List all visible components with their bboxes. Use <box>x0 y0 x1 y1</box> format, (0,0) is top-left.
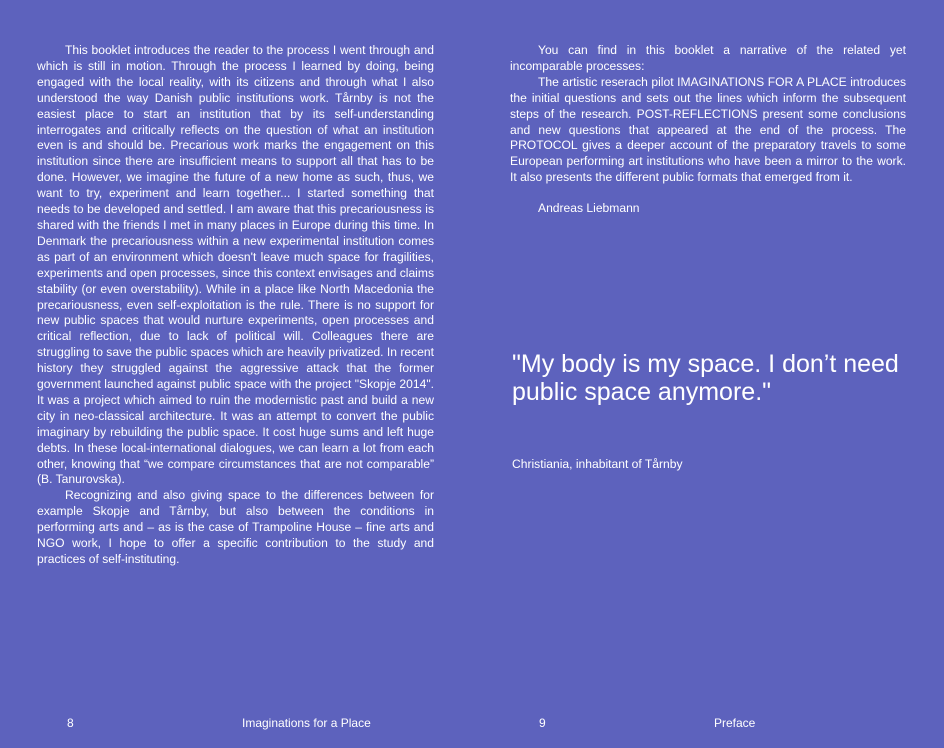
author-signature: Andreas Liebmann <box>538 201 640 216</box>
quote-attribution: Christiania, inhabitant of Tårnby <box>512 457 683 471</box>
left-running-title: Imaginations for a Place <box>242 716 371 730</box>
left-paragraph-2: Recognizing and also giving space to the differences between for example Skopje and Tårnby, but also between the conditions in performing arts and – as is the case of Trampoline House – fine arts and NGO work, I hope to offer a specific contribution to the study and practices of self-instituting. <box>37 488 434 566</box>
pull-quote: "My body is my space. I don’t need public space anymore." <box>512 350 899 406</box>
right-page-body <box>510 43 906 217</box>
right-paragraph-2: The artistic reserach pilot IMAGINATIONS FOR A PLACE introduces the initial questions and sets out the lines which inform the subsequent steps of the research. POST-REFLECTIONS present some conclusions and new questions that appeared at the end of the process. The PROTOCOL gives a deeper account of the preparatory travels to some European performing art institutions who have been a mirror to the work. It also presents the different public formats that emerged from it. <box>510 74 906 185</box>
left-page-body <box>37 43 434 568</box>
left-paragraph-1: This booklet introduces the reader to the process I went through and which is still in motion. Through the process I learned by doing, being engaged with the local reality, with its citizens and through what I also understood the way Danish public institutions work. Tårnby is not the easiest place to start an institution that by its self-understanding interrogates and critically reflects on the question of what an institution even is and should be. Precarious work marks the engagement on this institution since there are insufficient means to support all that has to be done. However, we imagine the future of a new home as such, thus, we want to try, experiment and learn together... I started something that needs to be developed and settled. I am aware that this precariousness is shared with the friends I met in many places in Europe during this time. In Denmark the precariousness within a new experimental institution comes as part of an environment which doesn't leave much space for fragilities, experiments and open processes, since this context envisages and claims stability (or even overstability). While in a place like North Macedonia the precariousness, even self-exploitation is the rule. There is no support for new public spaces that would nurture experiments, open processes and critical reflection, due to lack of political will. Colleagues there are struggling to save the public spaces which are heavily privatized. In recent history they struggled against the aggressive attack that the former government launched against public space with the project "Skopje 2014". It was a project which aimed to ruin the modernistic past and build a new city in neo-classical architecture. It was an attempt to convert the public imaginary by rebuilding the public space. It cost huge sums and left huge debts. In these local-international dialogues, we can learn a lot from each other, knowing that “we compare circumstances that are not comparable” (B. Tanurovska). <box>37 43 434 487</box>
right-page <box>472 0 944 748</box>
left-page-number: 8 <box>67 716 74 730</box>
right-page-number: 9 <box>539 716 546 730</box>
right-running-title: Preface <box>714 716 756 730</box>
right-paragraph-1: You can find in this booklet a narrative of the related yet incomparable processes: <box>510 43 906 73</box>
